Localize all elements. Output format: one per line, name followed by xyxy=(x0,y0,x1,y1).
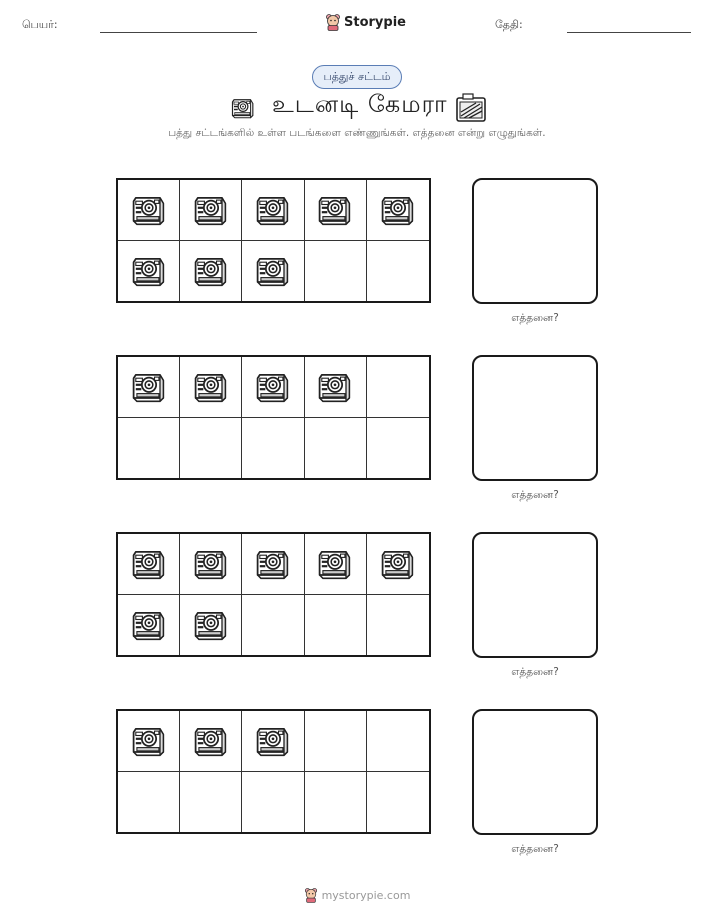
answer-label-3: எத்தனை? xyxy=(511,666,559,678)
instant-camera-icon xyxy=(376,188,420,232)
footer xyxy=(0,887,714,903)
brand-name: Storypie xyxy=(344,14,406,30)
frame-cell xyxy=(118,241,180,302)
frame-cell xyxy=(118,180,180,241)
answer-box-2[interactable] xyxy=(472,355,598,481)
frame-cell xyxy=(305,357,367,418)
frame-cell xyxy=(305,711,367,772)
instant-camera-icon xyxy=(127,719,171,763)
frame-cell xyxy=(118,418,180,479)
footer-url: mystorypie.com xyxy=(321,888,411,902)
instant-camera-icon xyxy=(127,365,171,409)
frame-cell xyxy=(305,772,367,833)
date-field[interactable] xyxy=(567,32,691,33)
frame-cell xyxy=(180,595,242,656)
topic-badge: பத்துச் சட்டம் xyxy=(312,65,402,89)
frame-cell xyxy=(305,180,367,241)
frame-cell xyxy=(367,241,429,302)
instant-camera-icon xyxy=(127,188,171,232)
frame-cell xyxy=(242,595,304,656)
frame-cell xyxy=(242,534,304,595)
instant-camera-icon xyxy=(189,188,233,232)
frame-cell xyxy=(118,534,180,595)
answer-label-4: எத்தனை? xyxy=(511,843,559,855)
frame-cell xyxy=(180,241,242,302)
answer-box-3[interactable] xyxy=(472,532,598,658)
answer-box-1[interactable] xyxy=(472,178,598,304)
frame-cell xyxy=(242,711,304,772)
bear-icon xyxy=(304,887,318,903)
frame-cell xyxy=(180,534,242,595)
frame-cell xyxy=(242,241,304,302)
instant-camera-icon xyxy=(228,93,258,123)
frame-cell xyxy=(118,711,180,772)
frame-cell xyxy=(367,534,429,595)
instructions: பத்து சட்டங்களில் உள்ள படங்களை எண்ணுங்கள். எத்தனை என்று எழுதுங்கள். xyxy=(168,127,546,139)
title-row xyxy=(0,90,714,124)
instant-camera-icon xyxy=(189,249,233,293)
answer-box-4[interactable] xyxy=(472,709,598,835)
ten-frame-3 xyxy=(116,532,431,657)
instant-camera-icon xyxy=(189,719,233,763)
frame-cell xyxy=(118,595,180,656)
ten-frame-2 xyxy=(116,355,431,480)
instant-camera-icon xyxy=(313,365,357,409)
frame-cell xyxy=(180,711,242,772)
name-label: பெயர்: xyxy=(22,18,58,31)
frame-cell xyxy=(305,241,367,302)
instant-camera-icon xyxy=(251,249,295,293)
frame-cell xyxy=(367,772,429,833)
name-field[interactable] xyxy=(100,32,257,33)
frame-cell xyxy=(118,357,180,418)
ten-frame-1 xyxy=(116,178,431,303)
frame-cell xyxy=(367,180,429,241)
instant-camera-icon xyxy=(376,542,420,586)
frame-cell xyxy=(180,180,242,241)
frame-cell xyxy=(118,772,180,833)
brand-logo xyxy=(325,13,406,31)
date-label: தேதி: xyxy=(495,18,523,31)
instant-camera-icon xyxy=(251,188,295,232)
page-title: உடனடி கேமரா xyxy=(272,90,448,118)
frame-cell xyxy=(242,180,304,241)
frame-cell xyxy=(367,418,429,479)
instant-camera-icon xyxy=(313,188,357,232)
instant-camera-icon xyxy=(251,719,295,763)
answer-label-2: எத்தனை? xyxy=(511,489,559,501)
frame-cell xyxy=(180,357,242,418)
instant-camera-icon xyxy=(189,542,233,586)
frame-cell xyxy=(242,357,304,418)
frame-cell xyxy=(305,418,367,479)
film-camera-icon xyxy=(454,92,488,124)
frame-cell xyxy=(242,418,304,479)
instant-camera-icon xyxy=(313,542,357,586)
instant-camera-icon xyxy=(189,603,233,647)
instant-camera-icon xyxy=(251,365,295,409)
ten-frame-4 xyxy=(116,709,431,834)
instant-camera-icon xyxy=(251,542,295,586)
frame-cell xyxy=(180,418,242,479)
instant-camera-icon xyxy=(127,249,171,293)
instant-camera-icon xyxy=(127,542,171,586)
answer-label-1: எத்தனை? xyxy=(511,312,559,324)
frame-cell xyxy=(367,711,429,772)
bear-icon xyxy=(325,13,341,31)
frame-cell xyxy=(367,357,429,418)
frame-cell xyxy=(180,772,242,833)
instant-camera-icon xyxy=(127,603,171,647)
frame-cell xyxy=(305,595,367,656)
instant-camera-icon xyxy=(189,365,233,409)
frame-cell xyxy=(367,595,429,656)
frame-cell xyxy=(305,534,367,595)
frame-cell xyxy=(242,772,304,833)
